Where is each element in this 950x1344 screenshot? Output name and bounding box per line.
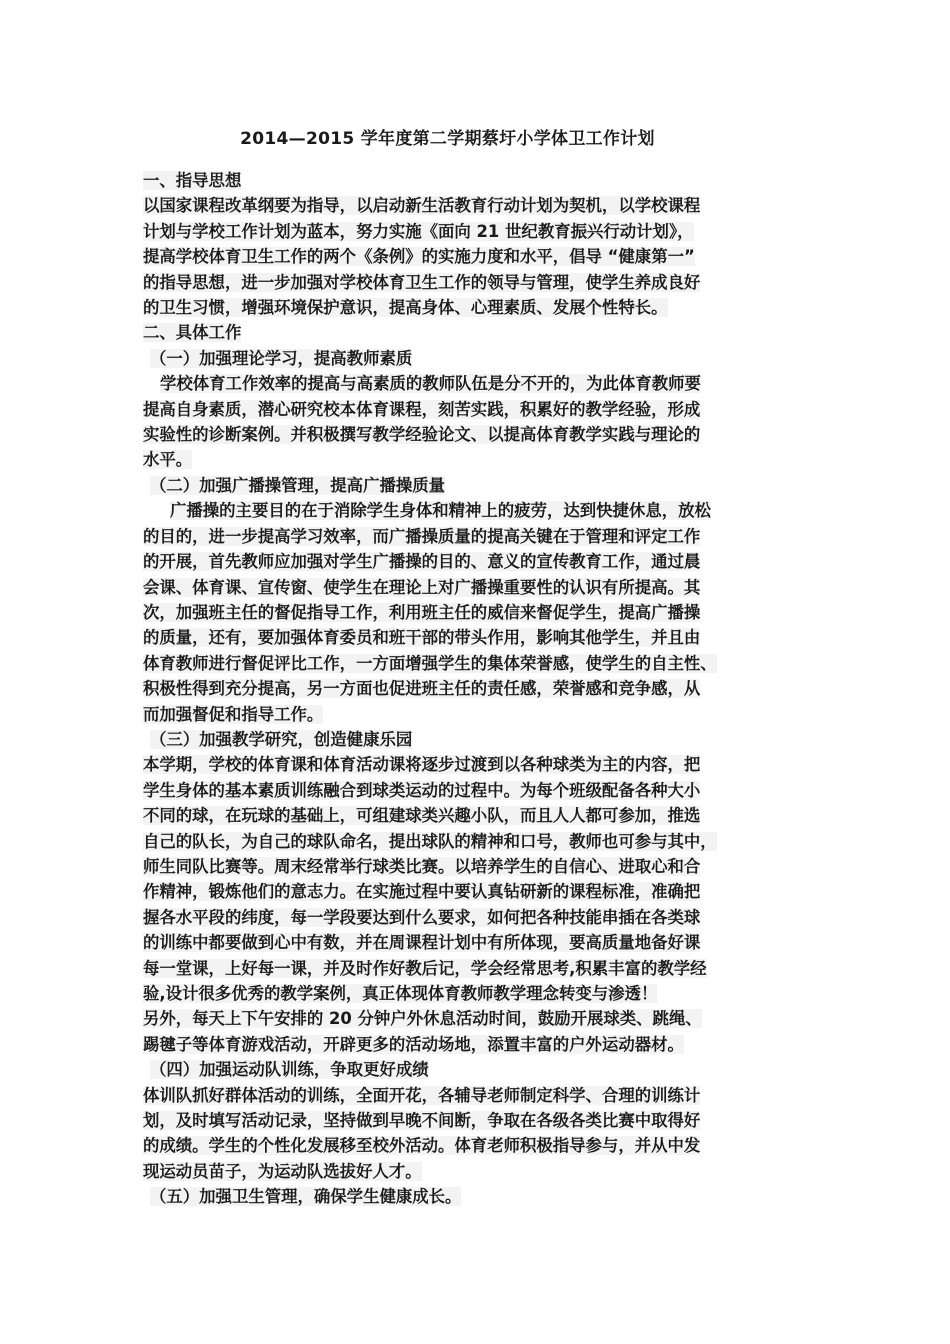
subsection-heading-5: （五）加强卫生管理，确保学生健康成长。 xyxy=(150,1187,462,1207)
paragraph-line: 不同的球，在玩球的基础上，可组建球类兴趣小队，而且人人都可参加，推选 xyxy=(143,806,701,826)
paragraph-line: 积极性得到充分提高，另一方面也促进班主任的责任感，荣誉感和竞争感，从 xyxy=(143,679,701,699)
paragraph-line: 计划与学校工作计划为蓝本，努力实施《面向 21 世纪教育振兴行动计划》， xyxy=(143,221,694,241)
subsection-heading-1: （一）加强理论学习，提高教师素质 xyxy=(150,348,413,368)
paragraph-line: 自己的队长，为自己的球队命名，提出球队的精神和口号，教师也可参与其中， xyxy=(143,831,717,851)
paragraph-line: 体育教师进行督促评比工作，一方面增强学生的集体荣誉感，使学生的自主性、 xyxy=(143,653,717,673)
section-heading-1: 一、指导思想 xyxy=(143,171,242,190)
paragraph-line: 踢毽子等体育游戏活动，开辟更多的活动场地，添置丰富的户外运动器材。 xyxy=(143,1034,684,1054)
paragraph-line: 作精神，锻炼他们的意志力。在实施过程中要认真钻研新的课程标准，准确把 xyxy=(143,882,701,902)
paragraph-line: 划，及时填写活动记录，坚持做到早晚不间断，争取在各级各类比赛中取得好 xyxy=(143,1111,701,1131)
subsection-heading-4: （四）加强运动队训练，争取更好成绩 xyxy=(150,1060,429,1080)
paragraph-line: 的质量，还有，要加强体育委员和班干部的带头作用，影响其他学生，并且由 xyxy=(143,628,701,648)
paragraph-line: 的卫生习惯，增强环境保护意识，提高身体、心理素质、发展个性特长。 xyxy=(143,298,668,318)
paragraph-line: 的指导思想，进一步加强对学校体育卫生工作的领导与管理，使学生养成良好 xyxy=(143,272,701,292)
paragraph-line: 实验性的诊断案例。并积极撰写教学经验论文、以提高体育教学实践与理论的 xyxy=(143,425,701,445)
paragraph-line: 本学期，学校的体育课和体育活动课将逐步过渡到以各种球类为主的内容，把 xyxy=(143,755,701,775)
subsection-heading-2: （二）加强广播操管理，提高广播操质量 xyxy=(150,475,446,495)
paragraph-line: 的训练中都要做到心中有数，并在周课程计划中有所体现，要高质量地备好课 xyxy=(143,933,701,953)
paragraph-line: 学校体育工作效率的提高与高素质的教师队伍是分不开的，为此体育教师要 xyxy=(160,374,701,394)
section-heading-2: 二、具体工作 xyxy=(143,323,242,343)
paragraph-line: 验,设计很多优秀的教学案例，真正体现体育教师教学理念转变与渗透！ xyxy=(143,984,658,1003)
document-body xyxy=(143,168,808,1210)
paragraph-line: 而加强督促和指导工作。 xyxy=(143,704,324,724)
paragraph-line: 每一堂课，上好每一课，并及时作好教后记，学会经常思考,积累丰富的教学经 xyxy=(143,958,707,978)
paragraph-line: 另外，每天上下午安排的 20 分钟户外休息活动时间，鼓励开展球类、跳绳、 xyxy=(143,1009,702,1029)
paragraph-line: 体训队抓好群体活动的训练，全面开花，各辅导老师制定科学、合理的训练计 xyxy=(143,1085,701,1105)
paragraph-line: 次，加强班主任的督促指导工作，利用班主任的威信来督促学生，提高广播操 xyxy=(143,602,701,622)
paragraph-line: 学生身体的基本素质训练融合到球类运动的过程中。为每个班级配备各种大小 xyxy=(143,780,701,800)
paragraph-line: 的开展，首先教师应加强对学生广播操的目的、意义的宣传教育工作，通过晨 xyxy=(143,552,701,572)
paragraph-line: 的目的，进一步提高学习效率，而广播操质量的提高关键在于管理和评定工作 xyxy=(143,526,701,546)
paragraph-line: 提高学校体育卫生工作的两个《条例》的实施力度和水平，倡导 “健康第一” xyxy=(143,247,695,267)
paragraph-line: 会课、体育课、宣传窗、使学生在理论上对广播操重要性的认识有所提高。其 xyxy=(143,577,701,597)
document-title: 2014—2015 学年度第二学期蔡圩小学体卫工作计划 xyxy=(240,129,655,149)
paragraph-line: 握各水平段的纬度，每一学段要达到什么要求，如何把各种技能串插在各类球 xyxy=(143,907,701,927)
subsection-heading-3: （三）加强教学研究，创造健康乐园 xyxy=(150,729,413,749)
paragraph-line: 师生同队比赛等。周末经常举行球类比赛。以培养学生的自信心、进取心和合 xyxy=(143,856,701,876)
paragraph-line: 水平。 xyxy=(143,450,193,470)
paragraph-line: 现运动员苗子，为运动队选拔好人才。 xyxy=(143,1161,422,1181)
paragraph-line: 提高自身素质，潜心研究校本体育课程，刻苦实践，积累好的教学经验，形成 xyxy=(143,399,701,419)
paragraph-line: 的成绩。学生的个性化发展移至校外活动。体育老师积极指导参与，并从中发 xyxy=(143,1136,701,1156)
paragraph-line: 以国家课程改革纲要为指导，以启动新生活教育行动计划为契机，以学校课程 xyxy=(143,196,701,216)
paragraph-line: 广播操的主要目的在于消除学生身体和精神上的疲劳，达到快捷休息，放松 xyxy=(170,501,711,521)
